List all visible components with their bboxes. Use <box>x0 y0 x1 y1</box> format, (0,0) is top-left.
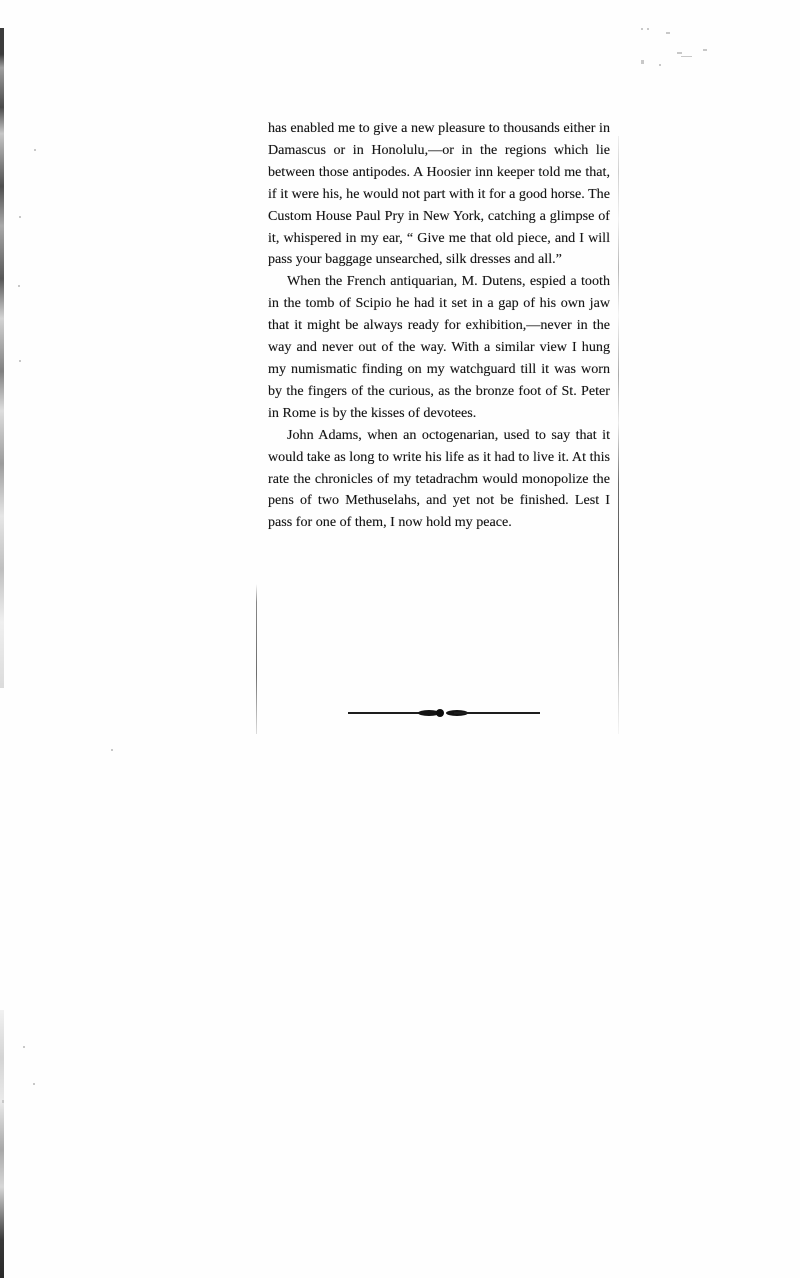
scan-speck <box>34 149 36 151</box>
scan-speck <box>18 285 20 287</box>
scan-speck <box>641 28 643 30</box>
scan-speck <box>2 1100 4 1103</box>
article-text-column <box>268 118 610 534</box>
ornament-bar-right <box>454 712 540 714</box>
paragraph-2: When the French antiquarian, M. Dutens, espied a tooth in the tomb of Scipio he had it set in a gap of his own jaw that it might be always ready for exhibition,—never in the way and never out of the way. With a similar view I hung my numismatic finding on my watchguard till it was worn by the fingers of the curious, as the bronze foot of St. Peter in Rome is by the kisses of devotees. <box>268 273 610 421</box>
scan-speck <box>23 1046 25 1048</box>
scan-speck <box>666 32 670 34</box>
scan-speck <box>111 749 113 751</box>
end-of-article-ornament <box>268 706 610 720</box>
scan-speck <box>19 360 21 362</box>
paragraph-1: has enabled me to give a new pleasure to thousands either in Damascus or in Honolulu,—or in the regions which lie between those antipodes. A Hoosier inn keeper told me that, if it were his, he would not part with it for a good horse. The Custom House Paul Pry in New York, catching a glimpse of it, whispered in my ear, “ Give me that old piece, and I will pass your baggage unsearched, silk dresses and all.” <box>268 120 610 268</box>
scan-speck <box>33 1083 35 1085</box>
column-rule-right <box>618 136 619 734</box>
scan-speck <box>647 28 649 30</box>
scan-edge-artifact-upper <box>0 28 4 688</box>
scan-speck <box>659 64 661 66</box>
column-rule-left <box>256 584 257 734</box>
scan-speck <box>641 60 644 64</box>
scan-speck <box>677 52 682 54</box>
scan-speck <box>19 216 21 218</box>
scan-speck <box>681 56 692 57</box>
ornament-center-dot <box>436 709 444 717</box>
paragraph-3: John Adams, when an octogenarian, used to say that it would take as long to write his life as it had to live it. At this rate the chronicles of my tetadrachm would monopolize the pens of two Methuselahs, and yet not be finished. Lest I pass for one of them, I now hold my peace. <box>268 426 610 531</box>
scan-speck <box>703 49 707 51</box>
scan-edge-artifact-lower <box>0 1010 4 1278</box>
